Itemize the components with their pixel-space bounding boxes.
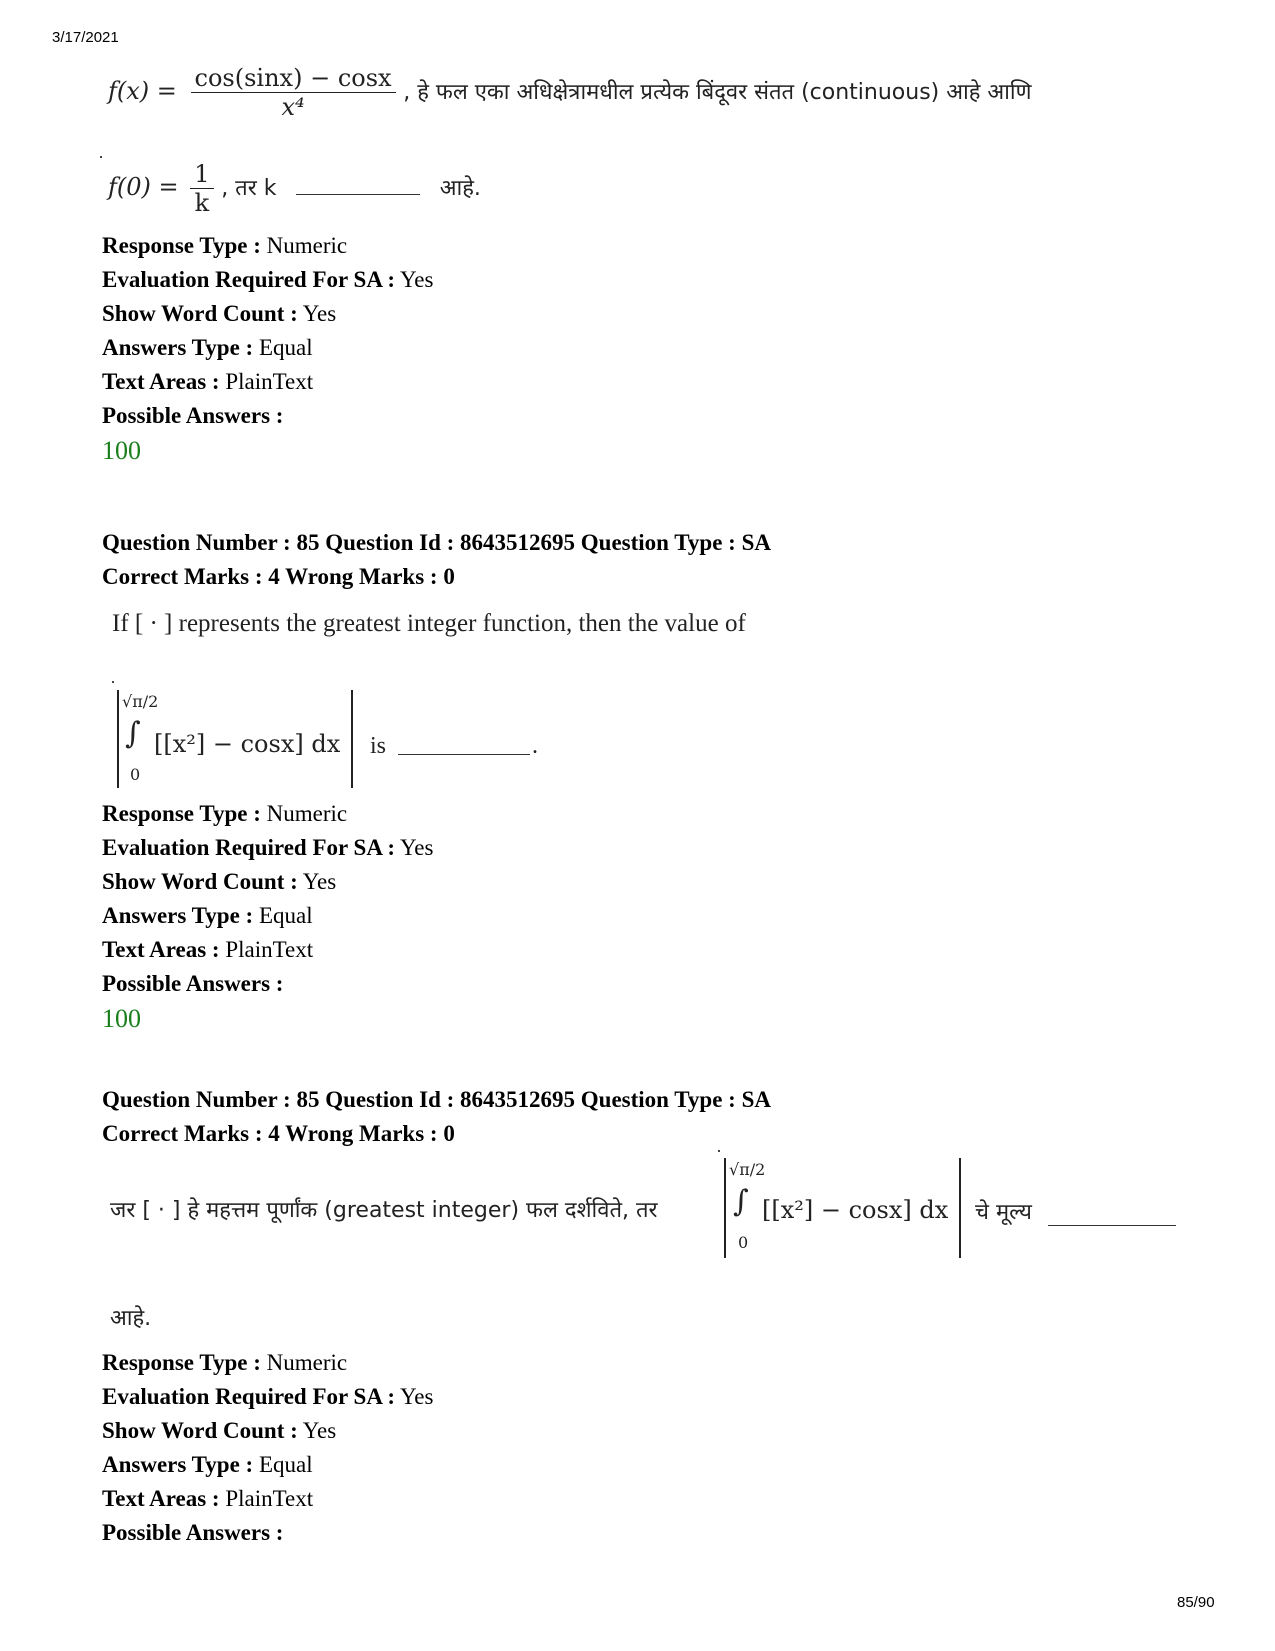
q84-function-line <box>108 64 1032 121</box>
word-count-row: Show Word Count : Yes <box>102 1418 337 1443</box>
answer-blank <box>296 194 420 195</box>
fx-denominator: x⁴ <box>281 93 305 121</box>
text-areas-row: Text Areas : PlainText <box>102 937 314 962</box>
is-word: is <box>370 733 387 759</box>
text-areas-row: Text Areas : PlainText <box>102 1486 314 1511</box>
q85-en-header-line2: Correct Marks : 4 Wrong Marks : 0 <box>102 564 455 589</box>
q85-mr-header-line2: Correct Marks : 4 Wrong Marks : 0 <box>102 1121 455 1146</box>
q84-marathi-line2a: , तर k <box>221 176 277 201</box>
integrand: [[x²] − cosx] dx <box>762 1196 949 1224</box>
possible-answers-row: Possible Answers : <box>102 1520 284 1545</box>
integral-sign: ∫ <box>733 1184 749 1219</box>
stray-dot <box>100 156 102 158</box>
lower-limit: 0 <box>130 765 141 784</box>
evaluation-row: Evaluation Required For SA : Yes <box>102 267 434 292</box>
abs-bar-right <box>959 1158 961 1258</box>
word-count-row: Show Word Count : Yes <box>102 301 337 326</box>
answers-type-row: Answers Type : Equal <box>102 335 313 360</box>
evaluation-row: Evaluation Required For SA : Yes <box>102 1384 434 1409</box>
possible-answers-row: Possible Answers : <box>102 971 284 996</box>
fx-numerator: cos(sinx) − cosx <box>191 64 396 93</box>
response-type-row: Response Type : Numeric <box>102 801 348 826</box>
integral-sign: ∫ <box>125 716 141 751</box>
possible-answer-value: 100 <box>102 436 141 465</box>
page-number: 85/90 <box>1177 1594 1215 1611</box>
q85-mr-line2: आहे. <box>110 1306 152 1331</box>
q84-metadata <box>102 229 433 469</box>
possible-answer-value: 100 <box>102 1004 141 1033</box>
answer-blank <box>398 754 530 755</box>
q85-mr-header-line1: Question Number : 85 Question Id : 8643512695 Question Type : SA <box>102 1087 771 1112</box>
f0-denominator: k <box>194 189 210 217</box>
word-count-row: Show Word Count : Yes <box>102 869 337 894</box>
q85-mr-tail: चे मूल्य <box>975 1200 1032 1225</box>
evaluation-row: Evaluation Required For SA : Yes <box>102 835 434 860</box>
q84-f0-line <box>108 160 481 217</box>
q85-mr-stem: जर [ · ] हे महत्तम पूर्णांक (greatest integer) फल दर्शविते, तर <box>110 1198 658 1223</box>
q85-en-stem: If [ · ] represents the greatest integer function, then the value of <box>112 610 746 637</box>
q85-en-header-line1: Question Number : 85 Question Id : 8643512695 Question Type : SA <box>102 530 771 555</box>
q85-mr-metadata <box>102 1346 433 1550</box>
period: . <box>532 733 538 759</box>
q84-marathi-line2b: आहे. <box>439 176 481 201</box>
answers-type-row: Answers Type : Equal <box>102 903 313 928</box>
f0-fraction <box>190 160 213 217</box>
answer-blank <box>1048 1225 1176 1226</box>
f0-lhs: f(0) = <box>108 173 179 201</box>
response-type-row: Response Type : Numeric <box>102 233 348 258</box>
fx-lhs: f(x) = <box>108 77 177 105</box>
lower-limit: 0 <box>738 1233 749 1252</box>
q85-en-metadata <box>102 797 433 1037</box>
abs-bar-left <box>117 690 119 788</box>
abs-bar-right <box>351 690 353 788</box>
text-areas-row: Text Areas : PlainText <box>102 369 314 394</box>
abs-bar-left <box>724 1158 726 1258</box>
upper-limit: √π/2 <box>729 1160 766 1179</box>
stray-dot <box>718 1150 720 1152</box>
integrand: [[x²] − cosx] dx <box>154 730 341 758</box>
fx-fraction <box>191 64 396 121</box>
upper-limit: √π/2 <box>122 692 159 711</box>
response-type-row: Response Type : Numeric <box>102 1350 348 1375</box>
answers-type-row: Answers Type : Equal <box>102 1452 313 1477</box>
stray-dot <box>112 681 114 683</box>
possible-answers-row: Possible Answers : <box>102 403 284 428</box>
print-date: 3/17/2021 <box>52 29 119 46</box>
q84-marathi-line1: , हे फल एका अधिक्षेत्रामधील प्रत्येक बिंदूवर संतत (continuous) आहे आणि <box>403 80 1032 105</box>
f0-numerator: 1 <box>190 160 213 189</box>
